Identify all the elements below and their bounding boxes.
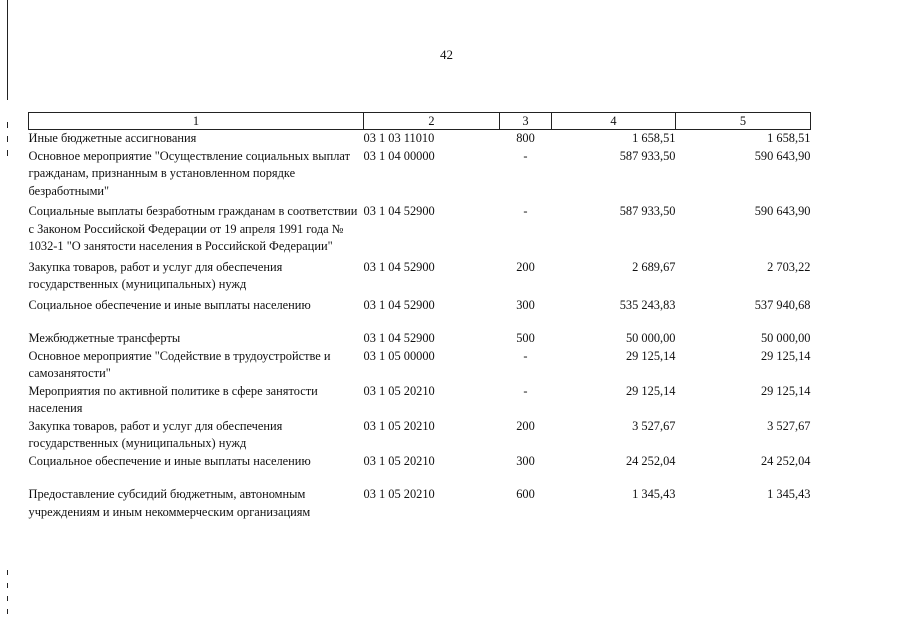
cell-code: 03 1 05 20210 [363, 418, 435, 433]
cell-code: 03 1 04 52900 [363, 331, 435, 345]
table-row [29, 148, 811, 204]
scan-edge-mark [7, 122, 8, 128]
cell-type: - [523, 204, 528, 218]
cell-name: Закупка товаров, работ и услуг для обеспечения государственных (муниципальных) нужд [28, 259, 283, 291]
cell-name: Мероприятия по активной политике в сфере занятости населения [28, 383, 318, 415]
cell-value-5: 50 000,00 [760, 331, 811, 345]
cell-value-5: 24 252,04 [760, 453, 811, 468]
cell-value-4: 2 689,67 [632, 259, 676, 274]
cell-type: 800 [516, 131, 535, 145]
cell-name: Межбюджетные трансферты [28, 331, 181, 345]
cell-value-5: 29 125,14 [760, 383, 811, 398]
cell-name: Социальное обеспечение и иные выплаты населению [28, 453, 311, 468]
cell-name: Социальные выплаты безработным гражданам в соответствии с Законом Российской Федерации от 19 апреля 1991 года № 1032-1 "О занятости населения в Российской Федерации" [28, 204, 358, 253]
table-row [29, 330, 811, 348]
table-row [29, 259, 811, 297]
scan-edge-mark [7, 596, 8, 601]
cell-value-4: 29 125,14 [625, 348, 676, 363]
cell-code: 03 1 05 20210 [363, 453, 435, 468]
cell-type: 600 [516, 487, 535, 501]
table-row [29, 453, 811, 487]
column-header: 3 [500, 113, 552, 130]
column-header: 4 [552, 113, 676, 130]
cell-value-4: 50 000,00 [625, 331, 676, 345]
cell-code: 03 1 04 52900 [363, 259, 435, 274]
cell-code: 03 1 05 00000 [363, 348, 435, 363]
scan-edge-mark [7, 609, 8, 614]
scan-edge-mark [7, 570, 8, 575]
budget-table [28, 112, 811, 521]
cell-value-4: 535 243,83 [619, 297, 676, 312]
scan-edge-line [7, 0, 8, 100]
table-row [29, 486, 811, 521]
table-row [29, 383, 811, 418]
cell-type: 300 [516, 297, 535, 312]
column-header: 1 [29, 113, 364, 130]
page-number: 42 [440, 47, 453, 62]
cell-name: Основное мероприятие "Содействие в трудоустройстве и самозанятости" [28, 348, 331, 380]
cell-value-5: 537 940,68 [754, 297, 811, 312]
table-header-row [29, 113, 811, 130]
cell-value-4: 1 658,51 [632, 131, 676, 145]
cell-value-4: 3 527,67 [632, 418, 676, 433]
cell-name: Предоставление субсидий бюджетным, автономным учреждениям и иным некоммерческим организациям [28, 487, 311, 519]
cell-value-4: 1 345,43 [632, 487, 676, 501]
table-row [29, 130, 811, 148]
cell-type: 300 [516, 453, 535, 468]
cell-type: - [523, 348, 528, 363]
cell-name: Иные бюджетные ассигнования [28, 131, 197, 145]
cell-name: Основное мероприятие "Осуществление социальных выплат гражданам, признанным в установленном порядке безработными" [28, 148, 350, 198]
cell-type: 200 [516, 418, 535, 433]
cell-code: 03 1 04 52900 [363, 204, 435, 218]
table-row [29, 348, 811, 383]
cell-value-5: 29 125,14 [760, 348, 811, 363]
cell-value-4: 24 252,04 [625, 453, 676, 468]
cell-name: Закупка товаров, работ и услуг для обеспечения государственных (муниципальных) нужд [28, 418, 283, 450]
cell-name: Социальное обеспечение и иные выплаты населению [28, 297, 311, 312]
cell-value-5: 590 643,90 [754, 204, 811, 218]
cell-value-5: 2 703,22 [767, 259, 811, 274]
scan-edge-mark [7, 583, 8, 588]
cell-code: 03 1 05 20210 [363, 487, 435, 501]
cell-code: 03 1 05 20210 [363, 383, 435, 398]
scan-edge-mark [7, 150, 8, 156]
cell-code: 03 1 03 11010 [363, 131, 435, 145]
cell-value-5: 3 527,67 [767, 418, 811, 433]
table-row [29, 418, 811, 453]
cell-type: - [523, 383, 528, 398]
table-row [29, 203, 811, 259]
cell-code: 03 1 04 52900 [363, 297, 435, 312]
cell-value-5: 1 345,43 [767, 487, 811, 501]
column-header: 5 [676, 113, 811, 130]
cell-value-5: 1 658,51 [767, 131, 811, 145]
cell-type: - [523, 148, 528, 163]
cell-type: 200 [516, 259, 535, 274]
table-row [29, 297, 811, 331]
cell-type: 500 [516, 331, 535, 345]
cell-value-4: 587 933,50 [619, 204, 676, 218]
cell-value-4: 29 125,14 [625, 383, 676, 398]
column-header: 2 [364, 113, 500, 130]
cell-value-4: 587 933,50 [619, 148, 676, 163]
cell-code: 03 1 04 00000 [363, 148, 435, 163]
cell-value-5: 590 643,90 [754, 148, 811, 163]
scan-edge-mark [7, 136, 8, 142]
